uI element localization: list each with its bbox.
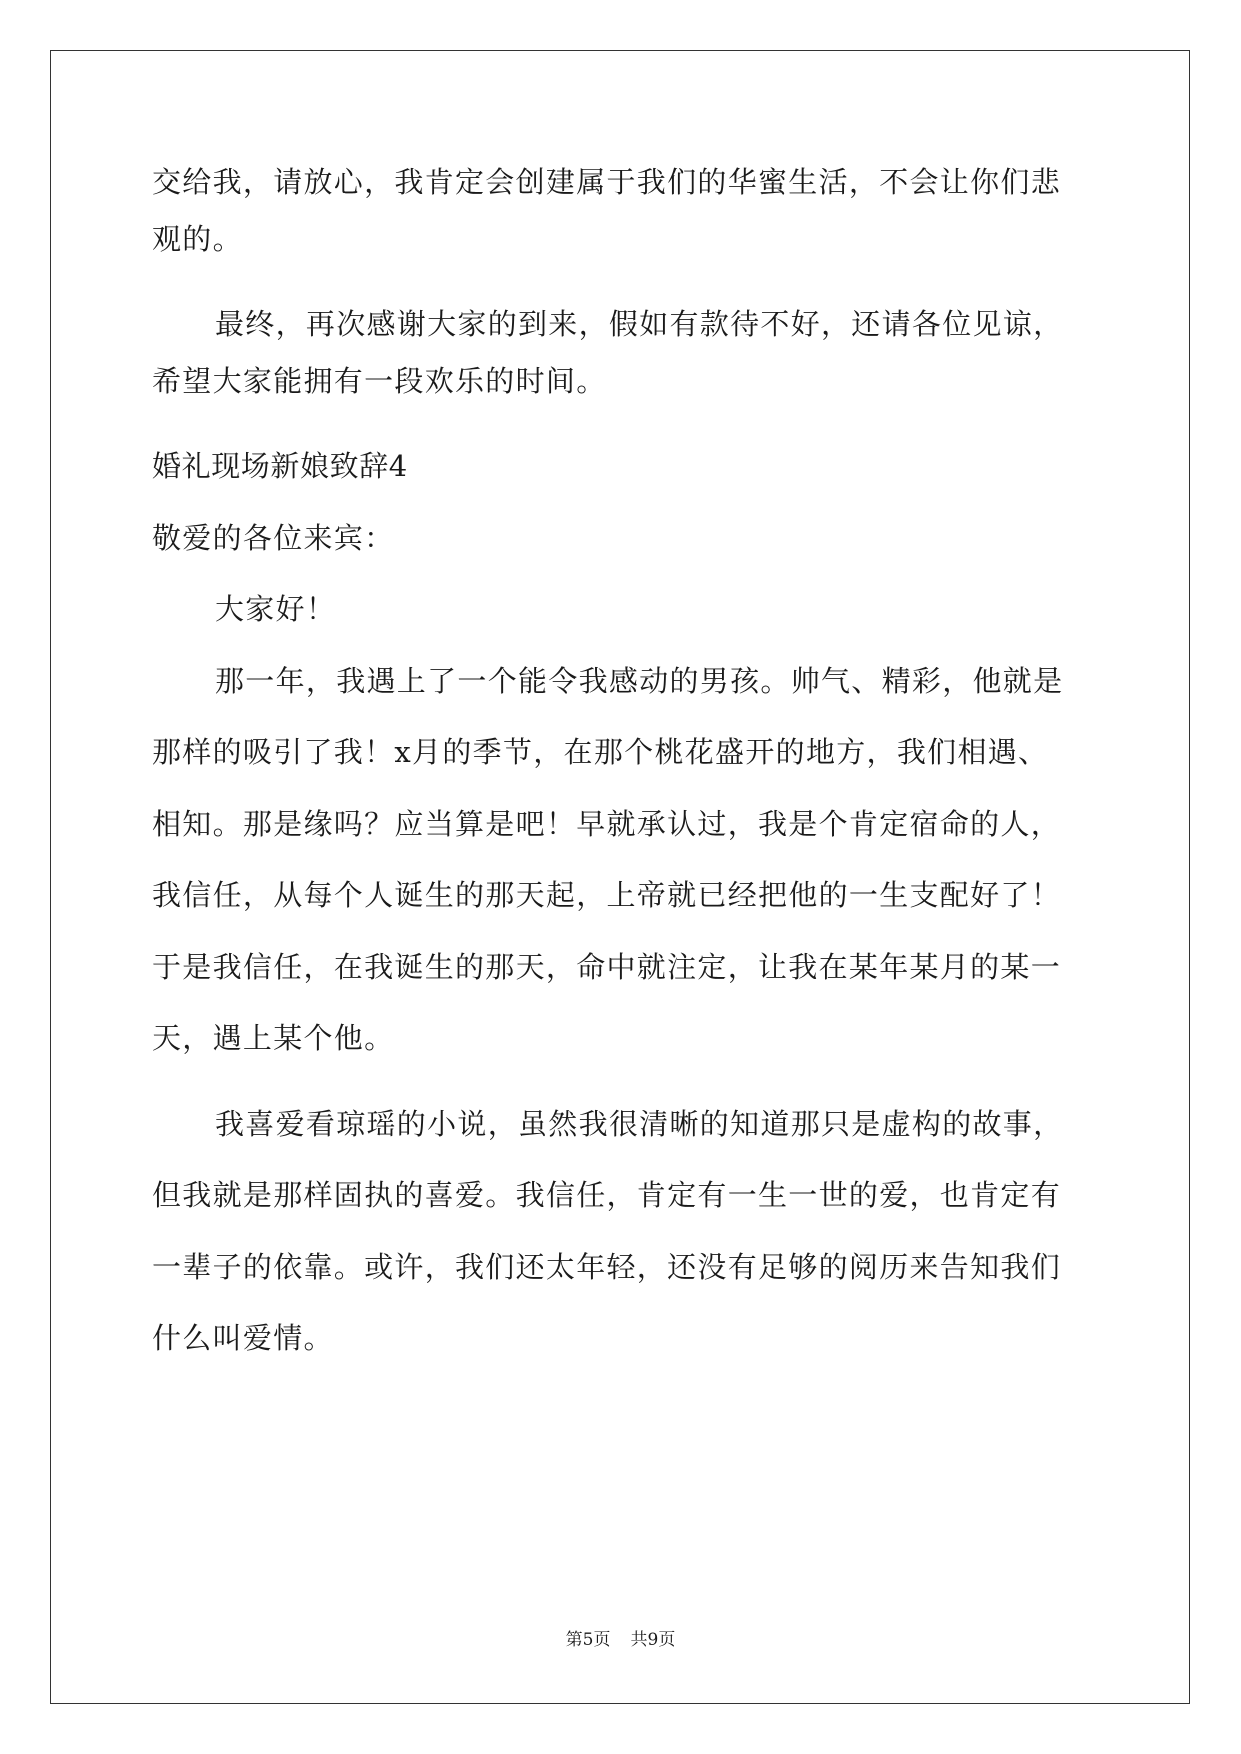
salutation: 敬爱的各位来宾： [152,521,395,555]
text-line: 一辈子的依靠。或许，我们还太年轻，还没有足够的阅历来告知我们 [152,1250,1062,1284]
text-line: 我信任，从每个人诞生的那天起，上帝就已经把他的一生支配好了！ [152,878,1062,912]
section-heading: 婚礼现场新娘致辞4 [152,449,408,483]
text-line: 什么叫爱情。 [152,1321,334,1355]
text-line: 但我就是那样固执的喜爱。我信任，肯定有一生一世的爱，也肯定有 [152,1178,1062,1212]
text-line: 天，遇上某个他。 [152,1021,395,1055]
paragraph-line: 那一年，我遇上了一个能令我感动的男孩。帅气、精彩，他就是 [215,664,1064,698]
page-footer [0,1629,1241,1651]
text-line: 希望大家能拥有一段欢乐的时间。 [152,364,607,398]
text-line: 那样的吸引了我！x月的季节，在那个桃花盛开的地方，我们相遇、 [152,735,1049,769]
text-line: 观的。 [152,222,243,256]
greeting: 大家好！ [215,592,337,626]
current-page-number: 第5页 [565,1630,611,1650]
text-line: 于是我信任，在我诞生的那天，命中就注定，让我在某年某月的某一 [152,950,1062,984]
text-line: 交给我，请放心，我肯定会创建属于我们的华蜜生活，不会让你们悲 [152,165,1062,199]
text-line: 相知。那是缘吗？应当算是吧！早就承认过，我是个肯定宿命的人， [152,807,1062,841]
paragraph-line: 我喜爱看琼瑶的小说，虽然我很清晰的知道那只是虚构的故事， [215,1107,1064,1141]
total-page-count: 共9页 [630,1630,676,1650]
paragraph-line: 最终，再次感谢大家的到来，假如有款待不好，还请各位见谅， [215,307,1064,341]
